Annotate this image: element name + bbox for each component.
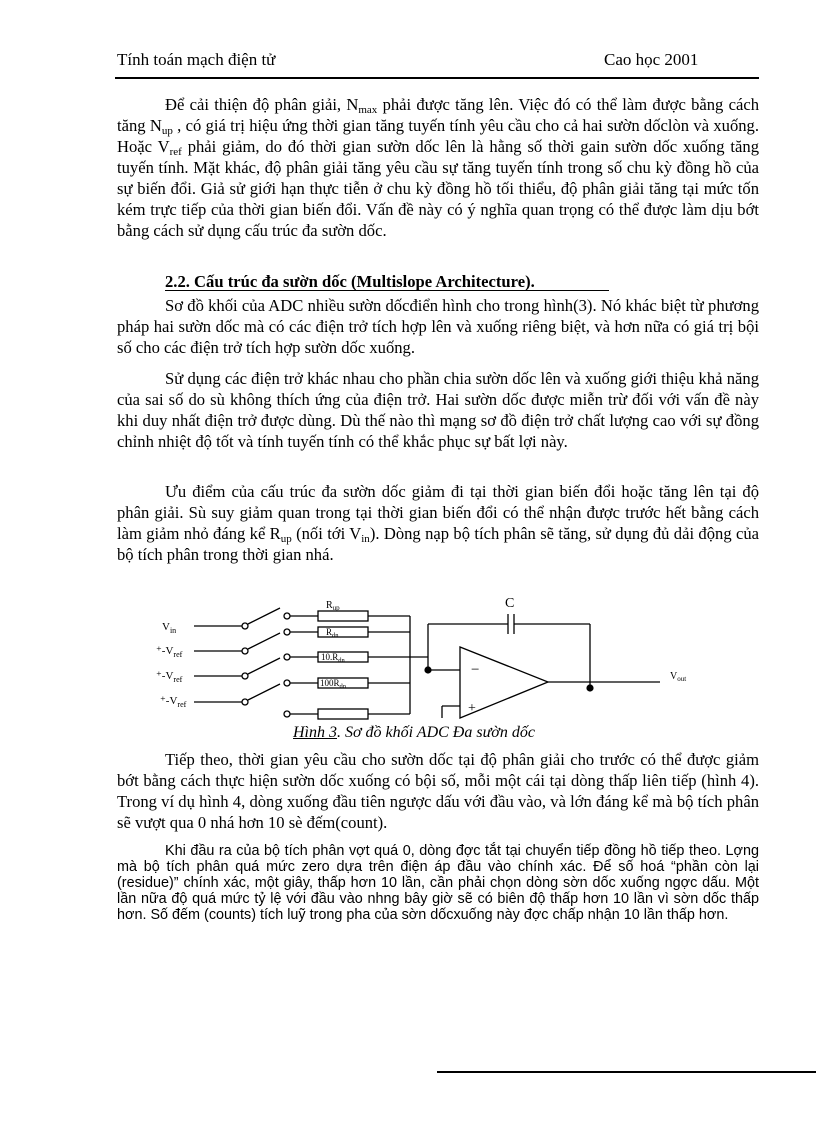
paragraph-multiple-rundown: Tiếp theo, thời gian yêu cầu cho sườn dốc tại độ phân giải cho trước có thể được giảm bớt bằng cách thực hiện sườn dốc xuống có bội số, mỗi một cái tại dòng thấp liên tiếp (hình 4). Trong ví dụ hình 4, dòng xuống đầu tiên ngược dấu với đầu vào, và lớn đáng kể mà bộ tích phân sẽ vượt qua 0 nhá hơn 10 sè đếm(count). (117, 750, 759, 832)
input-label-vref-3: $^+-V_{ref}$ (160, 695, 187, 709)
p4-sub-up: up (280, 533, 292, 545)
junction-dot (424, 666, 431, 673)
output-label-vout: $V_{out}$ (670, 671, 687, 683)
input-label-vin: $V_{in}$ (162, 621, 177, 635)
switch-contact (242, 648, 248, 654)
resistor-extra (318, 709, 368, 719)
switch-blade (248, 608, 280, 624)
op-amp-minus-label: − (471, 662, 480, 678)
switch-blade (248, 658, 280, 674)
p1-sub-up: up (161, 125, 173, 137)
header-divider (115, 77, 759, 79)
figure-caption (293, 724, 535, 742)
resistor-label-10rdn: $10.R_{dn}$ (321, 652, 345, 664)
junction-dot (586, 684, 593, 691)
caption-figure-number: Hình 3 (293, 724, 337, 741)
p1-text-d: phải giảm, do đó thời gian sườn dốc lên là hằng số thời gain sườn dốc xuống tăng tuyến tính. Mặt khác, độ phân giải tăng yêu cầu sự tăng tuyến tính trong số chu kỳ đồng hồ của sự biến đổi. Giả sử giới hạn thực tiễn ở chu kỳ đồng hồ tối thiểu, độ phân giải tăng tại mức tốn kém trực tiếp của thời gian biến đổi. Vấn đề này có ý nghĩa quan trọng có thể được làm dịu bớt bằng cách sử dụng cấu trúc đa sườn dốc. (117, 137, 759, 240)
switch-contact (284, 654, 290, 660)
p1-text-b: phải được tăng lên. Việc đó có thể làm được bằng cách tăng N (117, 95, 760, 135)
paragraph-resistors: Sử dụng các điện trở khác nhau cho phần chia sườn dốc lên và xuống giới thiệu khả năng của sai số do sù không thích ứng của điện trở. Hai sườn dốc được miễn trừ đối với vấn đề này khi duy nhất điện trở được dùng. Dù thế nào thì mạng sơ đồ điện trở chất lượng cao với sự đồng chỉnh nhiệt độ tốt và tính tuyến tính có thể khắc phục sự bất lợi này. (117, 369, 759, 451)
resistor-label-rdn: $R_{dn}$ (326, 627, 339, 639)
resistor-label-rup: $R_{up}$ (326, 600, 340, 612)
p4-text-b: (nối tới V (291, 524, 362, 543)
capacitor-label: C (505, 596, 515, 611)
switch-contact (284, 629, 290, 635)
switch-contact (242, 623, 248, 629)
header-title: Tính toán mạch điện tử (117, 50, 276, 69)
switch-blade (248, 633, 280, 649)
switch-contact (242, 699, 248, 705)
switch-contact (284, 711, 290, 717)
switch-contact (284, 613, 290, 619)
resistor-rup (318, 611, 368, 621)
op-amp-plus-label: + (468, 701, 476, 716)
p4-text-a: Ưu điểm của cấu trúc đa sườn dốc giảm đi tại thời gian biến đổi hoặc tăng lên tại độ phân giải. Sù suy giảm quan trong tại thời gian biến đổi có thể nhận được trước hết bằng cách làm giảm nhỏ đáng kể R (117, 482, 759, 543)
p1-text-a: Để cải thiện độ phân giải, N (165, 95, 359, 114)
footer-divider (437, 1071, 816, 1073)
paragraph-advantage (117, 481, 759, 565)
input-label-vref-1: $^+-V_{ref}$ (156, 645, 183, 659)
multislope-adc-diagram (150, 590, 710, 740)
caption-text-adc: ADC (416, 724, 449, 741)
header-course: Cao học 2001 (604, 50, 699, 69)
switch-blade (248, 684, 280, 700)
caption-text-a: . Sơ đồ khối (337, 724, 417, 741)
p4-sub-in: in (361, 533, 370, 545)
switch-contact (284, 680, 290, 686)
p1-sub-ref: ref (169, 146, 182, 158)
paragraph-residue: Khi đầu ra của bộ tích phân vợt quá 0, dòng đợc tắt tại chuyển tiếp đồng hồ tiếp theo. Lợng mà bộ tích phân quá mức zero dựa trên điện áp đầu vào chính xác. Để số hoá “phần còn lại (residue)” chính xác, một giây, thấp hơn 10 lần, cần phải chọn dòng sờn dốc xuống ngợc dấu. Một lần nữa độ quá mức tỷ lệ với đầu vào nhng bây giờ sẽ có biên độ thấp hơn 10 lần vì sờn dốc thấp hơn. Số đếm (counts) tích luỹ trong pha của sờn dốcxuống này đợc chấp nhận 10 lần thấp hơn. (117, 843, 759, 923)
section-heading-underline (165, 290, 609, 291)
p4-text-c: ). Dòng nạp bộ tích phân sẽ tăng, sử dụng đủ dải động của bộ tích phân trong thời gian nhá. (117, 524, 759, 564)
paragraph-resolution (117, 94, 759, 241)
resistor-label-100rdn: $100R_{dn}$ (320, 678, 347, 690)
caption-text-b: Đa sườn dốc (448, 724, 535, 741)
p1-sub-max: max (358, 104, 378, 116)
switch-contact (242, 673, 248, 679)
paragraph-block-diagram: Sơ đồ khối của ADC nhiều sườn dốcđiển hình cho trong hình(3). Nó khác biệt từ phương pháp hai sườn dốc mà có các điện trở tích hợp lên và xuống riêng biệt, và hơn nữa có giá trị bội số cho các điện trở tích hợp sườn dốc xuống. (117, 296, 759, 357)
section-heading: 2.2. Cấu trúc đa sườn dốc (Multislope Architecture). (165, 272, 535, 291)
input-label-vref-2: $^+-V_{ref}$ (156, 670, 183, 684)
p1-text-c: , có giá trị hiệu ứng thời gian tăng tuyến tính yêu cầu cho cả hai sườn dốclòn và xuống. Hoặc V (117, 116, 759, 156)
